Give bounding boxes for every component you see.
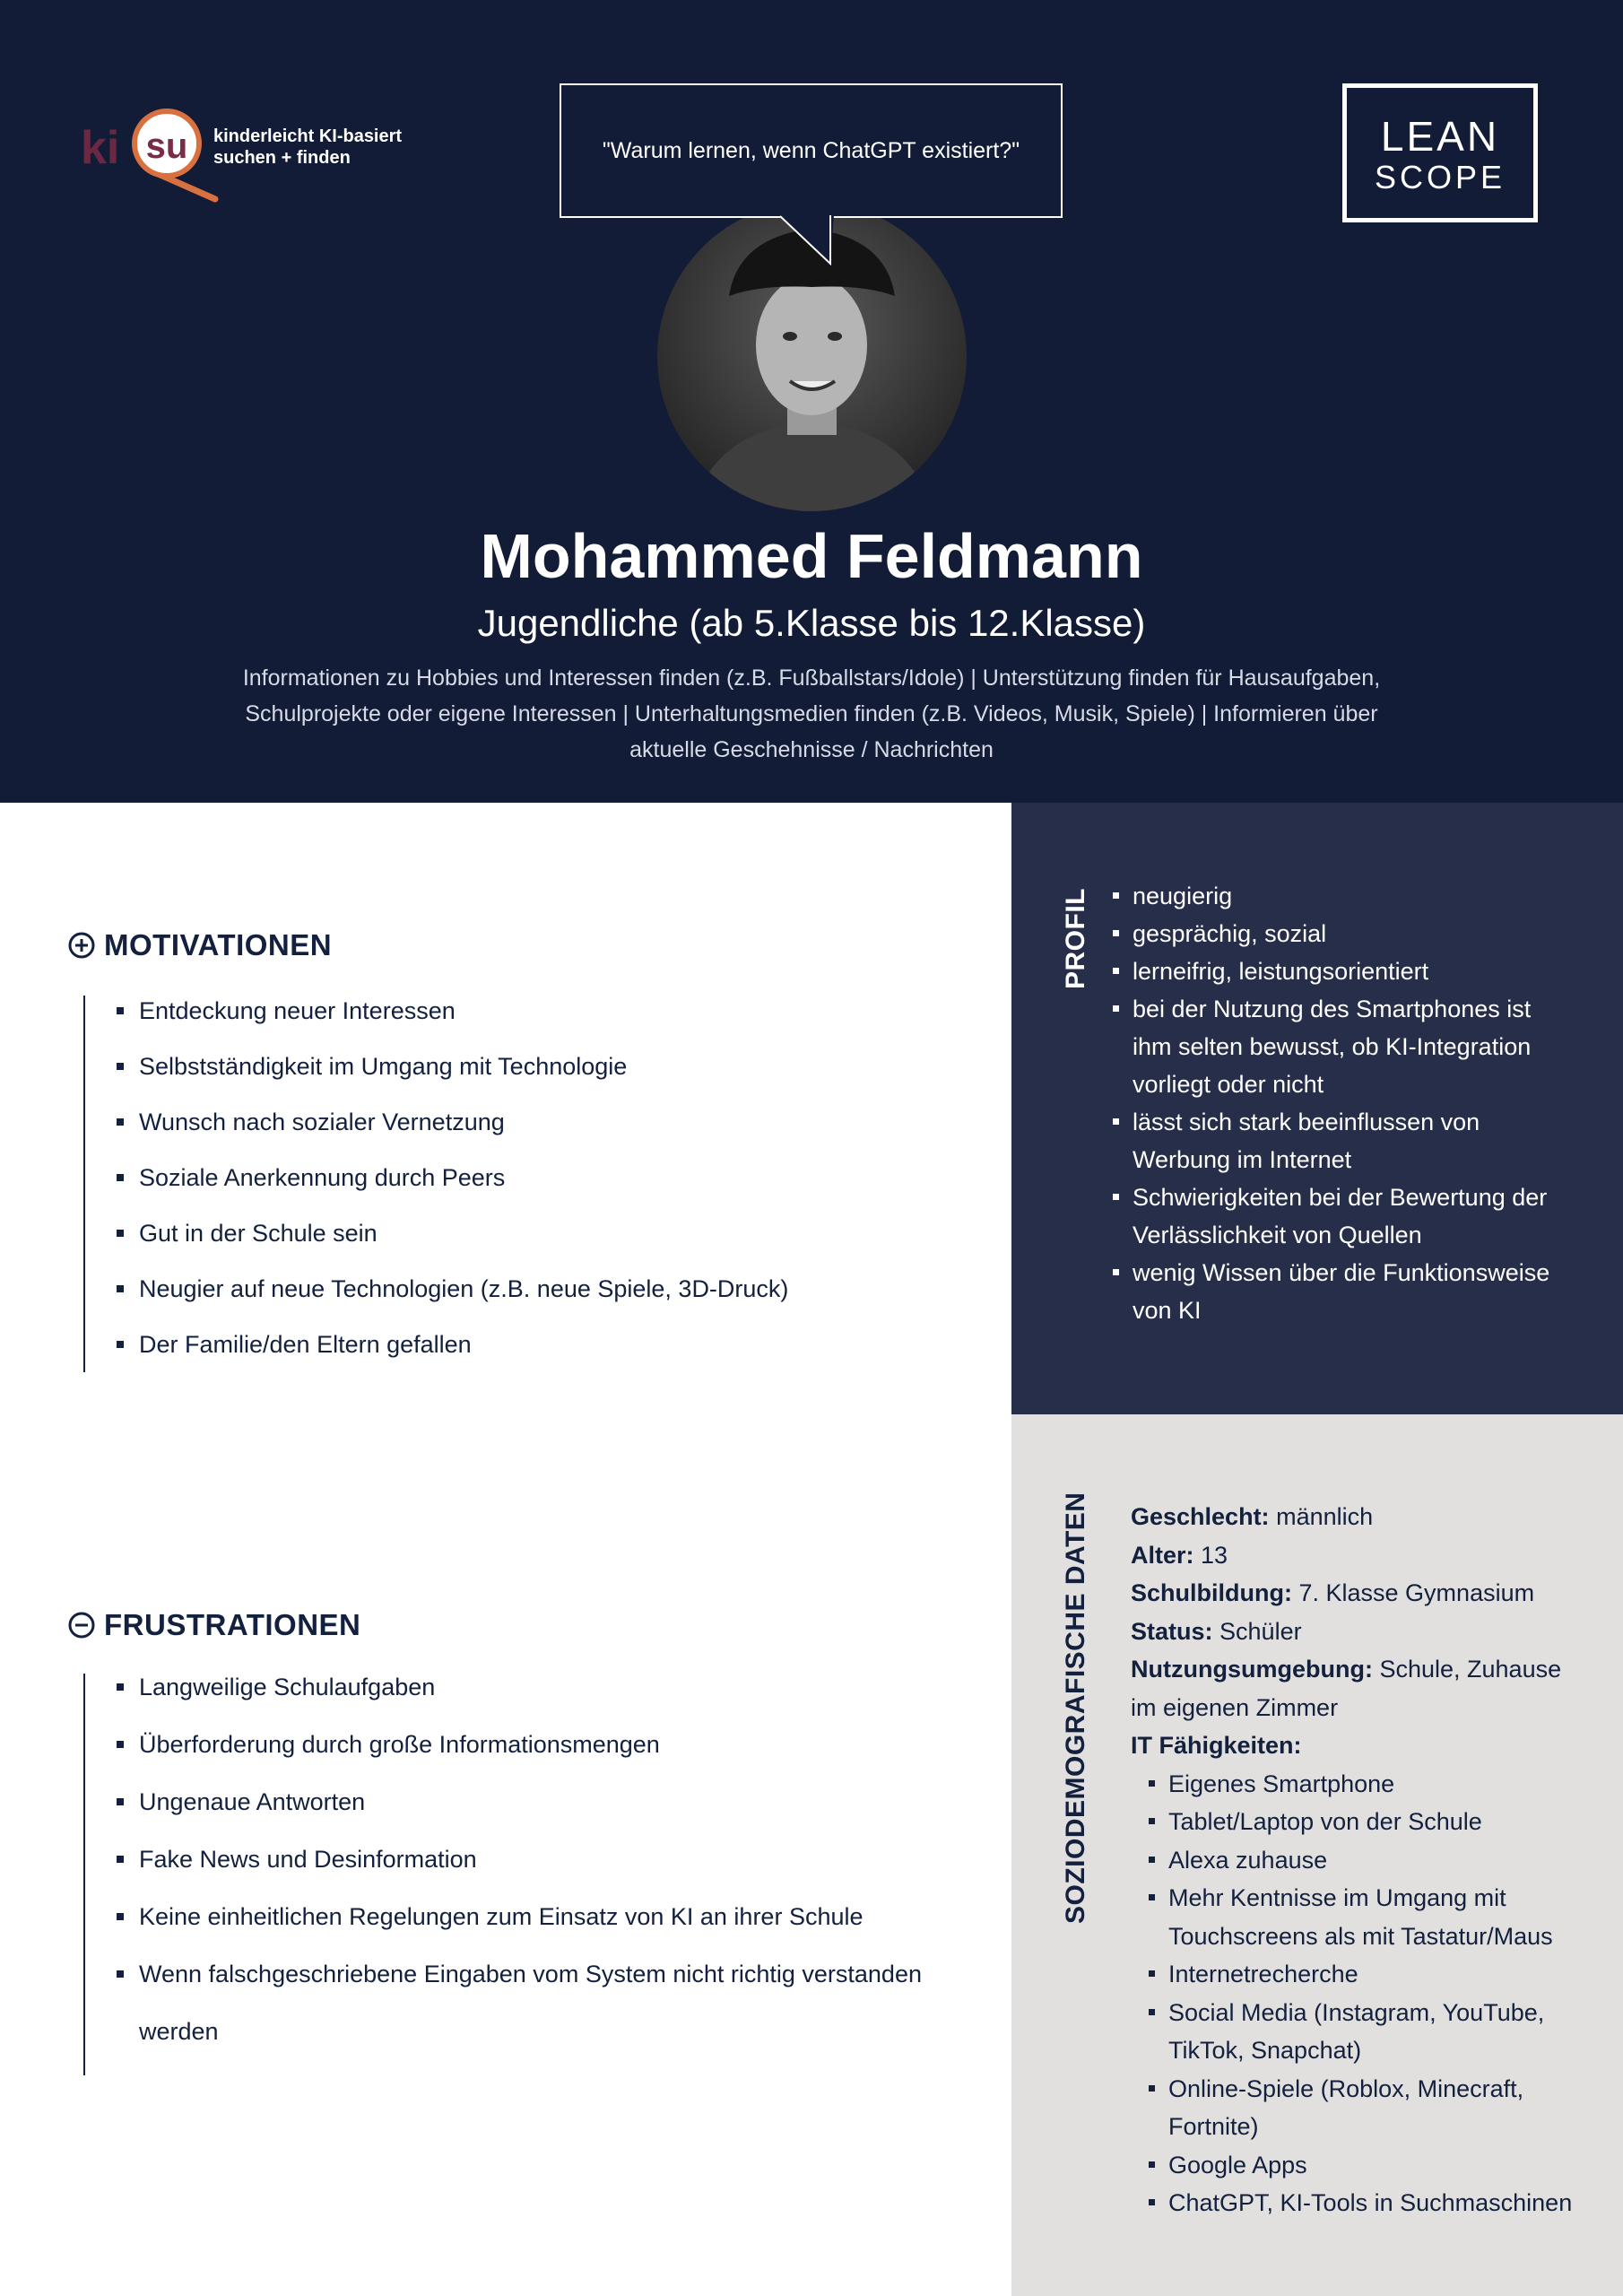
list-item: bei der Nutzung des Smartphones ist ihm selten bewusst, ob KI-Integration vorliegt oder nicht [1133, 990, 1563, 1103]
frustrationen-heading [68, 1608, 360, 1642]
kisu-tagline-line2: suchen + finden [213, 148, 351, 168]
frustrationen-list [139, 1658, 946, 2060]
status-row [1131, 1613, 1579, 1651]
motivationen-list [139, 983, 788, 1372]
schulbildung-label: Schulbildung: [1131, 1579, 1292, 1606]
list-item: Ungenaue Antworten [139, 1773, 946, 1831]
persona-quote: "Warum lernen, wenn ChatGPT existiert?" [602, 137, 1020, 163]
plus-circle-icon [68, 932, 95, 959]
persona-name: Mohammed Feldmann [480, 521, 1143, 591]
geschlecht-row [1131, 1498, 1579, 1536]
persona-role: Jugendliche (ab 5.Klasse bis 12.Klasse) [477, 602, 1146, 644]
speech-bubble-tail [780, 215, 834, 265]
schulbildung-value: 7. Klasse Gymnasium [1298, 1579, 1535, 1606]
nutzungsumgebung-row [1131, 1650, 1579, 1726]
schulbildung-row [1131, 1574, 1579, 1613]
persona-header [0, 0, 1623, 803]
list-item: Schwierigkeiten bei der Bewertung der Verlässlichkeit von Quellen [1133, 1178, 1563, 1254]
list-item: Selbstständigkeit im Umgang mit Technologie [139, 1039, 788, 1094]
leanscope-logo-line2: SCOPE [1374, 159, 1506, 196]
nutzungsumgebung-value: Schule, Zuhause im eigenen Zimmer [1131, 1656, 1562, 1721]
nutzungsumgebung-label: Nutzungsumgebung: [1131, 1656, 1373, 1683]
list-item: Der Familie/den Eltern gefallen [139, 1317, 788, 1372]
list-item: ChatGPT, KI-Tools in Suchmaschinen [1168, 2184, 1579, 2222]
list-item: Soziale Anerkennung durch Peers [139, 1150, 788, 1205]
list-item: Tablet/Laptop von der Schule [1168, 1803, 1579, 1841]
list-item: Langweilige Schulaufgaben [139, 1658, 946, 1716]
frustrationen-title: FRUSTRATIONEN [104, 1608, 361, 1641]
svg-text:ki: ki [81, 122, 120, 174]
list-item: lerneifrig, leistungsorientiert [1133, 952, 1563, 990]
list-item: Keine einheitlichen Regelungen zum Einsatz von KI an ihrer Schule [139, 1888, 946, 1945]
sozio-data [1131, 1498, 1579, 2222]
motivationen-title: MOTIVATIONEN [104, 928, 333, 961]
list-item: Social Media (Instagram, YouTube, TikTok, Snapchat) [1168, 1994, 1579, 2070]
list-item: wenig Wissen über die Funktionsweise von KI [1133, 1254, 1563, 1329]
list-item: Eigenes Smartphone [1168, 1765, 1579, 1804]
kisu-tagline-line1: kinderleicht KI-basiert [213, 126, 403, 146]
geschlecht-label: Geschlecht: [1131, 1503, 1270, 1530]
profil-list [1133, 877, 1563, 1329]
alter-label: Alter: [1131, 1541, 1194, 1569]
leanscope-logo-line1: LEAN [1380, 113, 1500, 160]
sozio-title: SOZIODEMOGRAFISCHE DATEN [1061, 1492, 1090, 1924]
status-label: Status: [1131, 1617, 1213, 1645]
list-item: neugierig [1133, 877, 1563, 915]
list-item: Mehr Kentnisse im Umgang mit Touchscreens als mit Tastatur/Maus [1168, 1879, 1579, 1955]
list-item: Google Apps [1168, 2146, 1579, 2185]
list-item: Internetrecherche [1168, 1955, 1579, 1994]
alter-row [1131, 1536, 1579, 1575]
list-item: Fake News und Desinformation [139, 1831, 946, 1888]
motivationen-heading [68, 928, 332, 962]
persona-description: Informationen zu Hobbies und Interessen finden (z.B. Fußballstars/Idole) | Unterstützung finden für Hausaufgaben, Schulprojekte oder eigene Interessen | Unterhaltungsmedien finden (z.B. Videos, Musik, Spiele) | Informieren über aktuelle Geschehnisse / Nachrichten [242, 665, 1381, 762]
profil-title: PROFIL [1061, 888, 1090, 989]
it-faehigkeiten-label: IT Fähigkeiten: [1131, 1732, 1302, 1759]
list-item: Entdeckung neuer Interessen [139, 983, 788, 1039]
it-faehigkeiten-row [1131, 1726, 1579, 1765]
list-item: Neugier auf neue Technologien (z.B. neue Spiele, 3D-Druck) [139, 1261, 788, 1317]
speech-bubble [560, 83, 1063, 218]
alter-value: 13 [1201, 1541, 1228, 1569]
svg-text:su: su [145, 126, 188, 166]
geschlecht-value: männlich [1276, 1503, 1374, 1530]
list-item: Überforderung durch große Informationsmengen [139, 1716, 946, 1773]
motivationen-divider [83, 996, 85, 1372]
list-item: Wunsch nach sozialer Vernetzung [139, 1094, 788, 1150]
frustrationen-divider [83, 1674, 85, 2075]
status-value: Schüler [1219, 1617, 1302, 1645]
list-item: lässt sich stark beeinflussen von Werbung im Internet [1133, 1103, 1563, 1178]
list-item: Online-Spiele (Roblox, Minecraft, Fortnite) [1168, 2070, 1579, 2146]
list-item: Wenn falschgeschriebene Eingaben vom System nicht richtig verstanden werden [139, 1945, 946, 2060]
list-item: gesprächig, sozial [1133, 915, 1563, 952]
leanscope-logo [1342, 83, 1538, 222]
it-faehigkeiten-list [1168, 1765, 1579, 2222]
kisu-tagline [213, 126, 402, 169]
minus-circle-icon [68, 1612, 95, 1639]
list-item: Alexa zuhause [1168, 1841, 1579, 1880]
list-item: Gut in der Schule sein [139, 1205, 788, 1261]
